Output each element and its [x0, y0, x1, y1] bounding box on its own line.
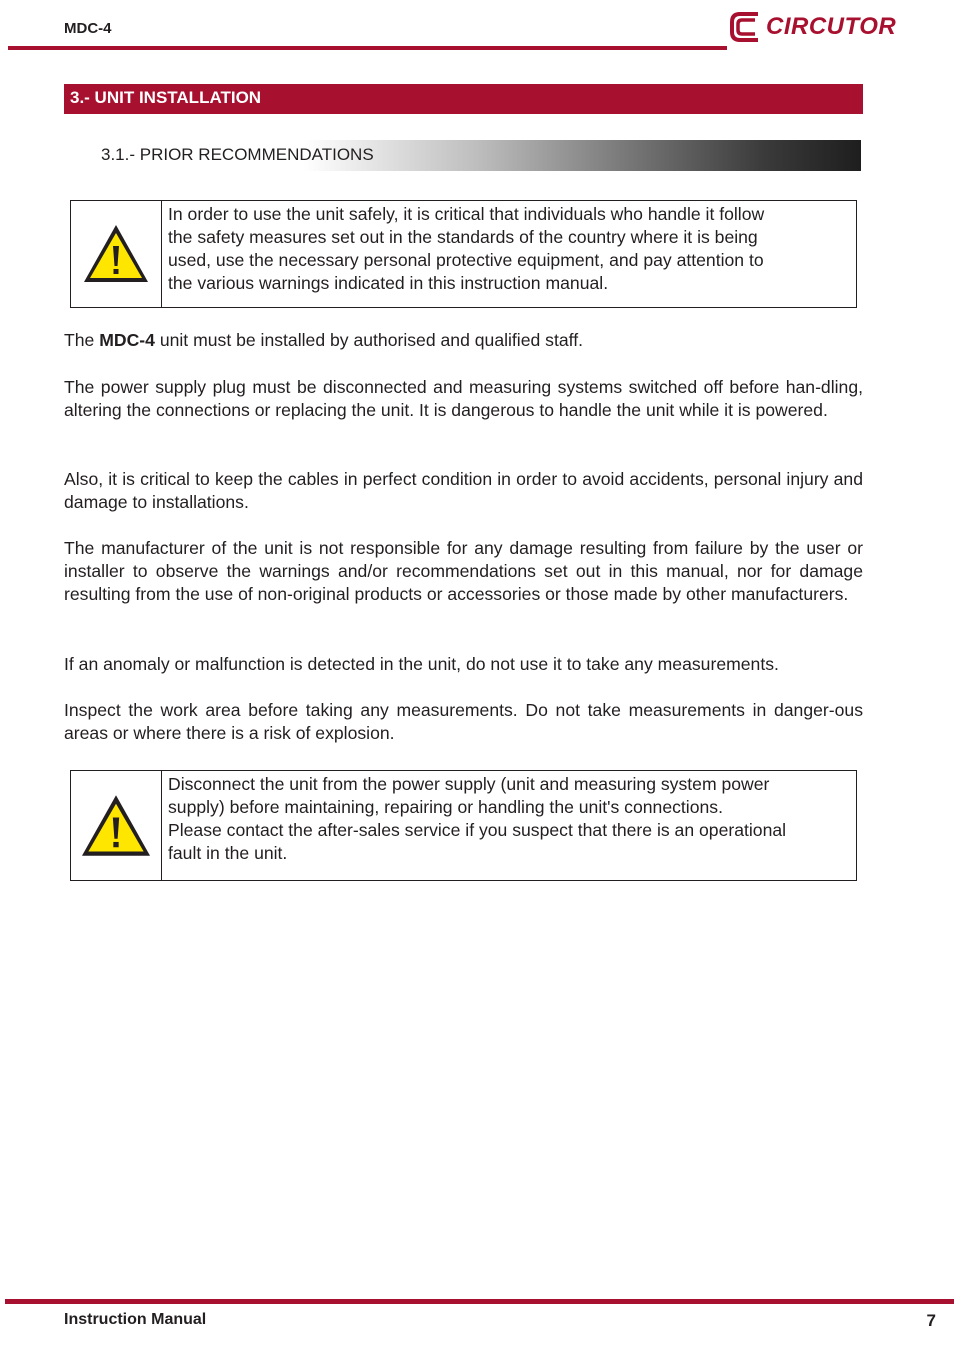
warning-text: [162, 771, 792, 880]
warning-line: Please contact the after-sales service if you suspect that there is an operational: [168, 820, 787, 840]
warning-text: [162, 201, 770, 307]
brand-wordmark: CIRCUTOR: [766, 13, 897, 40]
warning-line: the safety measures set out in the standards of the country where it is being: [168, 227, 758, 247]
paragraph-installation: [64, 329, 863, 352]
warning-box: [70, 200, 857, 308]
warning-box: [70, 770, 857, 881]
warning-line: In order to use the unit safely, it is critical that individuals who handle it follow: [168, 204, 765, 224]
warning-triangle-icon: [81, 222, 151, 286]
warning-icon-cell: [71, 771, 162, 880]
paragraph-cables: Also, it is critical to keep the cables in perfect condition in order to avoid accidents, personal injury and damage to installations.: [64, 469, 863, 512]
warning-line: Disconnect the unit from the power supply (unit and measuring system power: [168, 774, 770, 794]
warning-line: the various warnings indicated in this instruction manual.: [168, 273, 609, 293]
paragraph-power-supply: The power supply plug must be disconnected and measuring systems switched off before han-dling, altering the connections or replacing the unit. It is dangerous to handle the unit while it is powered.: [64, 377, 863, 420]
paragraph-work-area: Inspect the work area before taking any measurements. Do not take measurements in danger-ous areas or where there is a risk of explosion.: [64, 700, 863, 743]
paragraph-text: The: [64, 330, 100, 350]
header-model: MDC-4: [64, 20, 112, 37]
header-rule: [8, 46, 727, 50]
warning-line: supply) before maintaining, repairing or handling the unit's connections.: [168, 797, 723, 817]
page-number: 7: [926, 1311, 936, 1330]
paragraph-manufacturer: The manufacturer of the unit is not responsible for any damage resulting from failure by the user or installer to observe the warnings and/or recommendations set out in this manual, nor for damage resulting from the use of non-original products or accessories or those made by other manufacturers.: [64, 538, 863, 604]
warning-line: fault in the unit.: [168, 843, 288, 863]
brand-logo: [728, 10, 908, 44]
subsection-title: 3.1.- PRIOR RECOMMENDATIONS: [64, 140, 861, 171]
footer-title: Instruction Manual: [64, 1311, 207, 1328]
paragraph-anomaly: If an anomaly or malfunction is detected in the unit, do not use it to take any measurements.: [64, 654, 779, 674]
warning-icon-cell: [71, 201, 162, 307]
logo-c-icon: [728, 10, 764, 44]
footer-rule: [5, 1299, 954, 1304]
paragraph-text: unit must be installed by authorised and qualified staff.: [154, 330, 583, 350]
model-name: MDC-4: [99, 330, 155, 350]
warning-triangle-icon: [78, 792, 154, 860]
section-title: 3.- UNIT INSTALLATION: [64, 84, 863, 114]
warning-line: used, use the necessary personal protective equipment, and pay attention to: [168, 250, 764, 270]
